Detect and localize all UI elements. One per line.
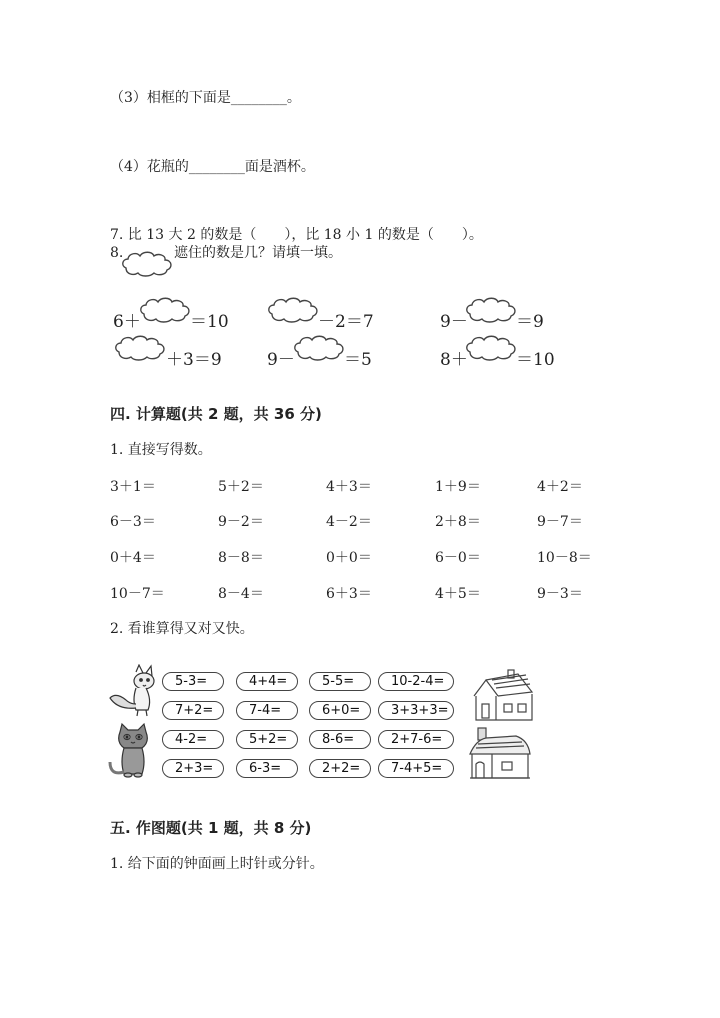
cloud-icon [120,250,174,278]
calc-item: 9－3＝ [537,586,583,602]
cloud-icon [464,334,518,362]
calc-item: 4－2＝ [326,514,372,530]
pill-item [309,701,371,720]
pill-label: 5+2= [249,732,288,747]
calc-item: 0＋0＝ [326,550,372,566]
pill-item [378,701,454,720]
equation-5-pre: 9－ [267,350,295,370]
question-4 [110,158,315,176]
pill-item [236,759,298,778]
pill-item [236,730,298,749]
section-5-title: 五. 作图题(共 1 题，共 8 分) [110,819,312,837]
calc-item: 10－7＝ [110,586,165,602]
equation-2-post: －2＝7 [318,312,374,332]
calc-item: 3＋1＝ [110,479,156,495]
pill-item [378,759,454,778]
equation-1-pre: 6＋ [113,312,141,332]
pill-item [162,759,224,778]
pill-item [378,730,454,749]
pill-item [236,672,298,691]
pill-item [162,701,224,720]
pill-item [236,701,298,720]
pill-label: 7-4+5= [391,761,443,776]
calc-item: 8－4＝ [218,586,264,602]
question-4-pre: （4）花瓶的 [110,159,189,175]
calc-item: 4＋5＝ [435,586,481,602]
pill-item [309,672,371,691]
calc-item: 4＋2＝ [537,479,583,495]
equation-1-post: ＝10 [190,312,229,332]
question-8-number: 8. [110,245,124,261]
fox-icon [106,664,158,720]
section-4-title: 四. 计算题(共 2 题，共 36 分) [110,405,322,423]
pill-item [162,672,224,691]
calc-item: 2＋8＝ [435,514,481,530]
pill-item [309,730,371,749]
section-5-question-1: 1. 给下面的钟面画上时针或分针。 [110,856,324,872]
equation-3-pre: 9－ [440,312,468,332]
pill-label: 2+7-6= [391,732,443,747]
pill-label: 3+3+3= [391,703,449,718]
calc-item: 8－8＝ [218,550,264,566]
equation-5-post: ＝5 [344,350,372,370]
pill-label: 4+4= [249,674,288,689]
pill-label: 7-4= [249,703,282,718]
pill-label: 2+3= [175,761,214,776]
calc-item: 1＋9＝ [435,479,481,495]
calc-item: 0＋4＝ [110,550,156,566]
pill-item [309,759,371,778]
cloud-icon [266,296,320,324]
house-icon [470,666,536,724]
pill-item [378,672,454,691]
question-4-post: 面是酒杯。 [244,159,315,175]
question-4-blank: ________ [188,159,245,175]
cloud-icon [292,334,346,362]
cloud-icon [464,296,518,324]
question-3: （3）相框的下面是________。 [110,90,301,106]
pill-label: 4-2= [175,732,208,747]
cat-icon [106,722,160,780]
calc-item: 9－2＝ [218,514,264,530]
equation-6-post: ＝10 [516,350,555,370]
house-icon [466,726,534,784]
calc-item: 5＋2＝ [218,479,264,495]
pill-label: 6-3= [249,761,282,776]
pill-label: 7+2= [175,703,214,718]
calc-item: 6－0＝ [435,550,481,566]
section-4-question-2: 2. 看谁算得又对又快。 [110,621,254,637]
pill-item [162,730,224,749]
equation-4-post: ＋3＝9 [166,350,222,370]
calc-item: 6＋3＝ [326,586,372,602]
pill-label: 10-2-4= [391,674,445,689]
question-7: 7. 比 13 大 2 的数是（ ），比 18 小 1 的数是（ ）。 [110,227,483,243]
section-4-question-1: 1. 直接写得数。 [110,442,212,458]
cloud-icon [138,296,192,324]
equation-3-post: ＝9 [516,312,544,332]
calc-item: 6－3＝ [110,514,156,530]
pill-label: 5-5= [322,674,355,689]
pill-label: 8-6= [322,732,355,747]
calc-item: 10－8＝ [537,550,592,566]
question-8-text: 遮住的数是几？请填一填。 [174,245,342,261]
equation-6-pre: 8＋ [440,350,468,370]
pill-label: 6+0= [322,703,361,718]
pill-label: 5-3= [175,674,208,689]
cloud-icon [113,334,167,362]
calc-item: 9－7＝ [537,514,583,530]
calc-item: 4＋3＝ [326,479,372,495]
pill-label: 2+2= [322,761,361,776]
